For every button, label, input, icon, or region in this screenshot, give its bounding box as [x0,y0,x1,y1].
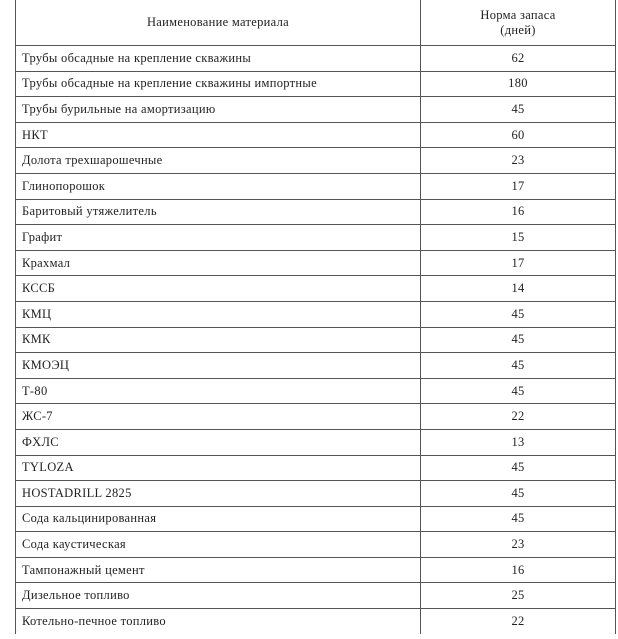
stock-days-cell: 60 [421,122,616,148]
table-row [16,404,616,430]
table-body [16,46,616,634]
stock-days-cell: 23 [421,148,616,174]
table-row [16,46,616,72]
table-row [16,225,616,251]
stock-days-cell: 45 [421,97,616,123]
table-row [16,71,616,97]
table-row [16,148,616,174]
material-name-cell: Трубы бурильные на амортизацию [16,97,421,123]
material-name-cell: Крахмал [16,250,421,276]
stock-days-cell: 22 [421,609,616,634]
stock-days-cell: 15 [421,225,616,251]
material-name-cell: Глинопорошок [16,173,421,199]
material-name-cell: Котельно-печное топливо [16,609,421,634]
material-name-cell: Т-80 [16,378,421,404]
table-row [16,173,616,199]
stock-days-cell: 62 [421,46,616,72]
stock-days-cell: 17 [421,250,616,276]
material-name-cell: Дизельное топливо [16,583,421,609]
table-row [16,97,616,123]
stock-days-cell: 14 [421,276,616,302]
stock-days-cell: 45 [421,455,616,481]
stock-days-cell: 16 [421,557,616,583]
stock-days-cell: 17 [421,173,616,199]
material-name-cell: КМЦ [16,301,421,327]
material-name-cell: КМОЭЦ [16,353,421,379]
material-name-cell: HOSTADRILL 2825 [16,481,421,507]
material-name-cell: КССБ [16,276,421,302]
material-name-cell: Трубы обсадные на крепление скважины [16,46,421,72]
material-name-cell: ЖС-7 [16,404,421,430]
table-row [16,583,616,609]
stock-days-cell: 13 [421,429,616,455]
stock-days-cell: 45 [421,378,616,404]
material-name-cell: Сода кальцинированная [16,506,421,532]
table-row [16,276,616,302]
stock-days-cell: 25 [421,583,616,609]
material-name-cell: Долота трехшарошечные [16,148,421,174]
material-stock-norms-table [15,0,616,634]
table-row [16,481,616,507]
table-row [16,301,616,327]
stock-days-cell: 45 [421,327,616,353]
material-name-cell: Сода каустическая [16,532,421,558]
table-row [16,429,616,455]
table-row [16,506,616,532]
material-name-cell: Трубы обсадные на крепление скважины импортные [16,71,421,97]
header-stock-norm-line2: (дней) [500,22,536,37]
table-row [16,557,616,583]
table-row [16,122,616,148]
header-stock-norm [421,0,616,46]
material-name-cell: КМК [16,327,421,353]
material-name-cell: ФХЛС [16,429,421,455]
material-name-cell: TYLOZA [16,455,421,481]
table-row [16,199,616,225]
stock-days-cell: 45 [421,353,616,379]
table-row [16,250,616,276]
stock-days-cell: 23 [421,532,616,558]
material-name-cell: Тампонажный цемент [16,557,421,583]
header-stock-norm-line1: Норма запаса [480,7,556,22]
material-name-cell: Графит [16,225,421,251]
table-row [16,378,616,404]
stock-days-cell: 45 [421,481,616,507]
stock-days-cell: 180 [421,71,616,97]
stock-days-cell: 22 [421,404,616,430]
header-material-name: Наименование материала [16,0,421,46]
stock-days-cell: 16 [421,199,616,225]
table-row [16,532,616,558]
table-row [16,609,616,634]
material-name-cell: НКТ [16,122,421,148]
table-row [16,327,616,353]
stock-days-cell: 45 [421,506,616,532]
table-header-row [16,0,616,46]
material-name-cell: Баритовый утяжелитель [16,199,421,225]
stock-days-cell: 45 [421,301,616,327]
table-row [16,455,616,481]
table-row [16,353,616,379]
